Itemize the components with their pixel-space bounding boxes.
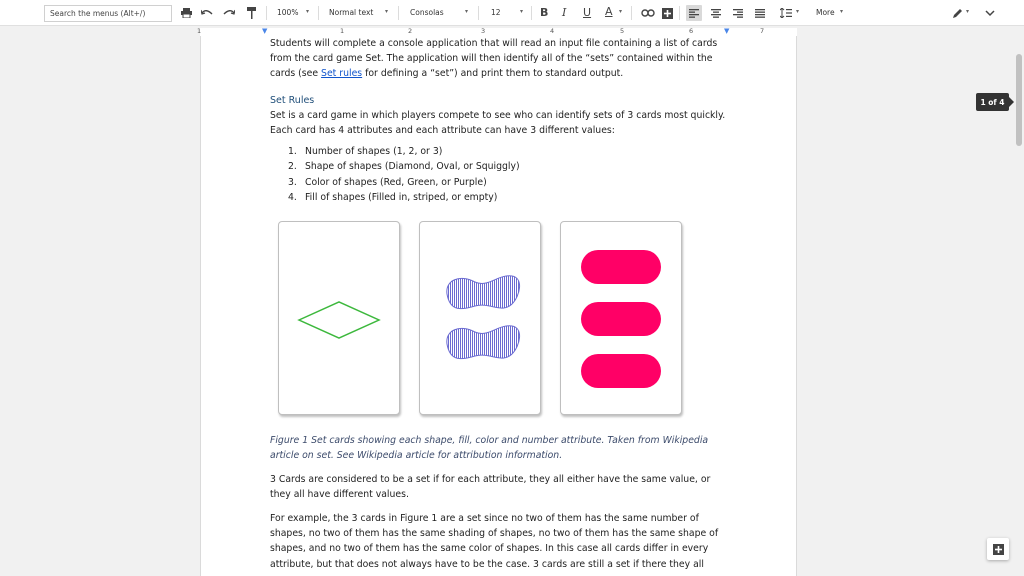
list-number: 3. [288, 176, 297, 188]
list-text: Color of shapes (Red, Green, or Purple) [305, 176, 487, 188]
ruler-number: 1 [340, 27, 345, 35]
ruler-number: 4 [550, 27, 555, 35]
attribute-list [270, 144, 730, 205]
chevron-down-icon: ▾ [520, 8, 524, 15]
print-icon[interactable] [180, 5, 192, 21]
separator [266, 6, 267, 20]
set-card-squiggle [419, 221, 541, 415]
set-rules-link[interactable]: Set rules [321, 68, 363, 80]
style-select[interactable]: Normal text [329, 8, 374, 17]
example-paragraph: For example, the 3 cards in Figure 1 are a set since no two of them has the same number of shapes, no two of them has the same shading of shapes, no two of them has the same shape of shapes, and no two of them has the same color of shapes. In this case all cards differ in every attribute, but that does not always have to be the case. 3 cards are still a set if there they all [270, 513, 719, 570]
toolbar [0, 0, 1024, 26]
align-center-icon[interactable] [708, 5, 724, 21]
document-body[interactable] [270, 36, 730, 205]
set-definition-paragraph: 3 Cards are considered to be a set if for each attribute, they all either have the same value, or they all have different values. [270, 474, 711, 501]
chevron-down-icon: ▾ [796, 8, 800, 15]
list-text: Fill of shapes (Filled in, striped, or empty) [305, 191, 498, 203]
diamond-shape [279, 222, 401, 416]
chevron-down-icon: ▾ [840, 8, 844, 15]
redo-icon[interactable] [222, 5, 236, 21]
separator [531, 6, 532, 20]
list-item [270, 159, 730, 174]
intro-text: for defining a “set”) and print them to standard output. [362, 68, 624, 80]
intro-text: Students will complete a console application that will read an input file containing a list of cards from the card game Set. The application will then identify all of the “sets” contained within the cards (see [270, 38, 718, 80]
figure-set-cards[interactable] [278, 221, 678, 415]
separator [318, 6, 319, 20]
set-card-oval [560, 221, 682, 415]
add-comment-icon [993, 544, 1004, 555]
bold-button[interactable]: B [540, 6, 549, 19]
oval-shapes [561, 222, 683, 416]
separator [631, 6, 632, 20]
list-number: 4. [288, 191, 297, 203]
zoom-select[interactable]: 100% [277, 8, 299, 17]
align-right-icon[interactable] [730, 5, 746, 21]
list-item [270, 190, 730, 205]
ruler-number: 2 [408, 27, 413, 35]
list-item [270, 175, 730, 190]
figure-caption: Figure 1 Set cards showing each shape, fill, color and number attribute. Taken from Wikipedia article on set. See Wikipedia article for attribution information. [270, 435, 709, 462]
ruler-page-area [200, 28, 797, 36]
editing-mode-icon[interactable] [950, 5, 964, 21]
right-indent-marker[interactable]: ▼ [724, 27, 730, 35]
list-number: 1. [288, 146, 297, 158]
underline-button[interactable]: U [583, 6, 592, 19]
list-item [270, 144, 730, 159]
list-text: Number of shapes (1, 2, or 3) [305, 146, 443, 158]
chevron-down-icon: ▾ [966, 8, 970, 15]
section-heading: Set Rules [270, 94, 315, 106]
ruler-number: 3 [481, 27, 486, 35]
link-icon[interactable] [640, 5, 656, 21]
separator [478, 6, 479, 20]
squiggle-shapes [420, 222, 542, 416]
add-comment-button[interactable] [987, 538, 1009, 560]
rules-paragraph: Set is a card game in which players compete to see who can identify sets of 3 cards most quickly. Each card has 4 attributes and each attribute can have 3 different values: [270, 109, 726, 137]
undo-icon[interactable] [200, 5, 214, 21]
separator [679, 6, 680, 20]
align-justify-icon[interactable] [752, 5, 768, 21]
page-indicator: 1 of 4 [976, 93, 1009, 111]
ruler-number: 6 [689, 27, 694, 35]
left-indent-marker[interactable]: ▼ [262, 27, 268, 35]
vertical-scrollbar[interactable] [1014, 36, 1024, 576]
separator [398, 6, 399, 20]
chevron-down-icon: ▾ [619, 8, 623, 15]
font-select[interactable]: Consolas [410, 8, 444, 17]
text-color-button[interactable]: A [605, 5, 613, 18]
scroll-thumb[interactable] [1016, 54, 1022, 146]
set-card-diamond [278, 221, 400, 415]
list-text: Shape of shapes (Diamond, Oval, or Squiggly) [305, 161, 520, 173]
chevron-down-icon: ▾ [306, 8, 310, 15]
ruler-number: 5 [620, 27, 625, 35]
chevron-down-icon: ▾ [385, 8, 389, 15]
insert-comment-icon[interactable] [661, 5, 673, 21]
more-button[interactable]: More [816, 8, 835, 17]
list-number: 2. [288, 161, 297, 173]
align-left-icon[interactable] [686, 5, 702, 21]
ruler-number: 7 [760, 27, 765, 35]
font-size-select[interactable]: 12 [491, 8, 501, 17]
document-page[interactable] [200, 36, 797, 576]
paint-format-icon[interactable] [245, 5, 257, 21]
italic-button[interactable]: I [562, 6, 567, 19]
intro-paragraph [270, 36, 730, 82]
search-menus-input[interactable]: Search the menus (Alt+/) [44, 5, 172, 22]
ruler-number: 1 [197, 27, 202, 35]
chevron-down-icon: ▾ [465, 8, 469, 15]
line-spacing-icon[interactable] [778, 5, 794, 21]
collapse-icon[interactable] [983, 5, 997, 21]
